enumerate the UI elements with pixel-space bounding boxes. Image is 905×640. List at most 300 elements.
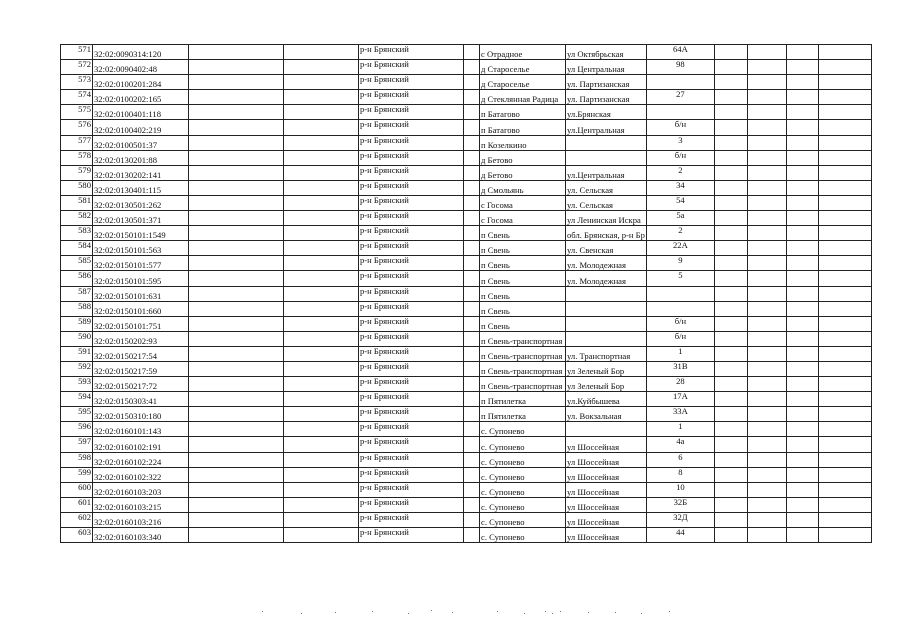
street-cell: ул Ленинская Искра <box>566 211 647 226</box>
district-cell: р-н Брянский <box>359 361 464 376</box>
district-cell: р-н Брянский <box>359 226 464 241</box>
district-cell: р-н Брянский <box>359 211 464 226</box>
empty-cell <box>747 135 786 150</box>
cadastral-number-cell: 32:02:0150217:59 <box>93 361 189 376</box>
empty-cell <box>284 392 359 407</box>
empty-cell <box>747 286 786 301</box>
district-cell: р-н Брянский <box>359 45 464 60</box>
street-cell: ул.Брянская <box>566 105 647 120</box>
row-number-cell: 585 <box>61 256 93 271</box>
empty-cell <box>786 422 818 437</box>
empty-cell <box>284 226 359 241</box>
house-number-cell <box>646 301 714 316</box>
cadastral-number-cell: 32:02:0130401:115 <box>93 180 189 195</box>
row-number-cell: 572 <box>61 60 93 75</box>
empty-cell <box>747 165 786 180</box>
empty-cell <box>786 346 818 361</box>
street-cell: ул.Центральная <box>566 165 647 180</box>
street-cell: ул. Молодежная <box>566 271 647 286</box>
street-cell <box>566 331 647 346</box>
empty-cell <box>189 226 284 241</box>
street-cell: ул. Вокзальная <box>566 407 647 422</box>
empty-cell <box>464 195 480 210</box>
empty-cell <box>189 120 284 135</box>
row-number-cell: 591 <box>61 346 93 361</box>
locality-cell: с. Супонево <box>480 422 566 437</box>
district-cell: р-н Брянский <box>359 165 464 180</box>
table-row <box>61 482 872 497</box>
empty-cell <box>284 120 359 135</box>
empty-cell <box>747 301 786 316</box>
empty-cell <box>714 422 747 437</box>
cadastral-number-cell: 32:02:0130501:262 <box>93 195 189 210</box>
empty-cell <box>189 316 284 331</box>
empty-cell <box>818 241 871 256</box>
empty-cell <box>747 467 786 482</box>
empty-cell <box>818 377 871 392</box>
empty-cell <box>786 286 818 301</box>
row-number-cell: 602 <box>61 512 93 527</box>
empty-cell <box>818 195 871 210</box>
district-cell: р-н Брянский <box>359 467 464 482</box>
row-number-cell: 589 <box>61 316 93 331</box>
empty-cell <box>747 482 786 497</box>
empty-cell <box>714 135 747 150</box>
street-cell: ул Зеленый Бор <box>566 377 647 392</box>
table-row <box>61 135 872 150</box>
cadastral-number-cell: 32:02:0150217:72 <box>93 377 189 392</box>
row-number-cell: 571 <box>61 45 93 60</box>
empty-cell <box>818 528 871 543</box>
empty-cell <box>284 497 359 512</box>
street-cell <box>566 316 647 331</box>
empty-cell <box>284 150 359 165</box>
empty-cell <box>786 165 818 180</box>
empty-cell <box>818 497 871 512</box>
table-row <box>61 211 872 226</box>
empty-cell <box>284 437 359 452</box>
district-cell: р-н Брянский <box>359 120 464 135</box>
table-row <box>61 377 872 392</box>
locality-cell: д Староселье <box>480 60 566 75</box>
empty-cell <box>818 256 871 271</box>
table-row <box>61 256 872 271</box>
empty-cell <box>189 331 284 346</box>
row-number-cell: 600 <box>61 482 93 497</box>
empty-cell <box>747 437 786 452</box>
house-number-cell: 8 <box>646 467 714 482</box>
empty-cell <box>747 195 786 210</box>
district-cell: р-н Брянский <box>359 512 464 527</box>
row-number-cell: 596 <box>61 422 93 437</box>
empty-cell <box>189 45 284 60</box>
district-cell: р-н Брянский <box>359 392 464 407</box>
cadastral-number-cell: 32:02:0160102:224 <box>93 452 189 467</box>
empty-cell <box>464 467 480 482</box>
empty-cell <box>189 271 284 286</box>
locality-cell: д Смольянь <box>480 180 566 195</box>
empty-cell <box>714 286 747 301</box>
cadastral-number-cell: 32:02:0150101:660 <box>93 301 189 316</box>
empty-cell <box>786 407 818 422</box>
empty-cell <box>189 60 284 75</box>
locality-cell: п Свень <box>480 301 566 316</box>
row-number-cell: 592 <box>61 361 93 376</box>
locality-cell: п Свень-транспортная <box>480 331 566 346</box>
empty-cell <box>714 316 747 331</box>
empty-cell <box>284 361 359 376</box>
locality-cell: д Бетово <box>480 165 566 180</box>
house-number-cell: б/н <box>646 331 714 346</box>
empty-cell <box>786 120 818 135</box>
empty-cell <box>786 437 818 452</box>
locality-cell: с. Супонево <box>480 452 566 467</box>
row-number-cell: 583 <box>61 226 93 241</box>
row-number-cell: 593 <box>61 377 93 392</box>
row-number-cell: 599 <box>61 467 93 482</box>
empty-cell <box>189 437 284 452</box>
empty-cell <box>714 90 747 105</box>
empty-cell <box>747 180 786 195</box>
cadastral-number-cell: 32:02:0150217:54 <box>93 346 189 361</box>
district-cell: р-н Брянский <box>359 497 464 512</box>
empty-cell <box>747 346 786 361</box>
district-cell: р-н Брянский <box>359 286 464 301</box>
row-number-cell: 586 <box>61 271 93 286</box>
row-number-cell: 581 <box>61 195 93 210</box>
empty-cell <box>189 256 284 271</box>
locality-cell: п Пятилетка <box>480 392 566 407</box>
empty-cell <box>747 422 786 437</box>
row-number-cell: 577 <box>61 135 93 150</box>
empty-cell <box>747 316 786 331</box>
empty-cell <box>189 422 284 437</box>
locality-cell: с. Супонево <box>480 497 566 512</box>
empty-cell <box>786 301 818 316</box>
district-cell: р-н Брянский <box>359 195 464 210</box>
row-number-cell: 598 <box>61 452 93 467</box>
house-number-cell <box>646 75 714 90</box>
street-cell: ул. Партизанская <box>566 90 647 105</box>
locality-cell: п Пятилетка <box>480 407 566 422</box>
empty-cell <box>464 211 480 226</box>
house-number-cell: 2 <box>646 165 714 180</box>
street-cell <box>566 286 647 301</box>
house-number-cell: 4а <box>646 437 714 452</box>
empty-cell <box>786 135 818 150</box>
empty-cell <box>714 105 747 120</box>
cadastral-number-cell: 32:02:0160103:216 <box>93 512 189 527</box>
empty-cell <box>818 271 871 286</box>
street-cell: ул Шоссейная <box>566 528 647 543</box>
empty-cell <box>464 75 480 90</box>
district-cell: р-н Брянский <box>359 60 464 75</box>
cadastral-number-cell: 32:02:0150303:41 <box>93 392 189 407</box>
empty-cell <box>284 301 359 316</box>
empty-cell <box>714 271 747 286</box>
empty-cell <box>818 437 871 452</box>
cadastral-number-cell: 32:02:0150101:563 <box>93 241 189 256</box>
empty-cell <box>189 150 284 165</box>
street-cell: ул Шоссейная <box>566 497 647 512</box>
house-number-cell: 10 <box>646 482 714 497</box>
street-cell: ул. Свенская <box>566 241 647 256</box>
district-cell: р-н Брянский <box>359 256 464 271</box>
house-number-cell: б/н <box>646 120 714 135</box>
empty-cell <box>464 286 480 301</box>
table-row <box>61 271 872 286</box>
empty-cell <box>818 211 871 226</box>
district-cell: р-н Брянский <box>359 377 464 392</box>
empty-cell <box>284 60 359 75</box>
street-cell: ул. Партизанская <box>566 75 647 90</box>
empty-cell <box>284 45 359 60</box>
locality-cell: с. Супонево <box>480 482 566 497</box>
empty-cell <box>464 346 480 361</box>
locality-cell: с Госома <box>480 211 566 226</box>
empty-cell <box>464 60 480 75</box>
empty-cell <box>464 135 480 150</box>
district-cell: р-н Брянский <box>359 241 464 256</box>
street-cell: ул Шоссейная <box>566 512 647 527</box>
empty-cell <box>284 316 359 331</box>
empty-cell <box>747 45 786 60</box>
district-cell: р-н Брянский <box>359 452 464 467</box>
empty-cell <box>714 528 747 543</box>
locality-cell: с Госома <box>480 195 566 210</box>
empty-cell <box>818 75 871 90</box>
row-number-cell: 582 <box>61 211 93 226</box>
empty-cell <box>818 346 871 361</box>
empty-cell <box>714 346 747 361</box>
empty-cell <box>464 392 480 407</box>
empty-cell <box>464 497 480 512</box>
empty-cell <box>786 75 818 90</box>
empty-cell <box>818 286 871 301</box>
empty-cell <box>189 135 284 150</box>
house-number-cell: 1 <box>646 346 714 361</box>
empty-cell <box>714 241 747 256</box>
empty-cell <box>189 211 284 226</box>
empty-cell <box>818 120 871 135</box>
table-row <box>61 150 872 165</box>
empty-cell <box>747 90 786 105</box>
street-cell: ул Шоссейная <box>566 437 647 452</box>
street-cell <box>566 422 647 437</box>
empty-cell <box>818 301 871 316</box>
row-number-cell: 588 <box>61 301 93 316</box>
empty-cell <box>747 75 786 90</box>
district-cell: р-н Брянский <box>359 346 464 361</box>
empty-cell <box>284 286 359 301</box>
street-cell: ул Шоссейная <box>566 452 647 467</box>
empty-cell <box>284 211 359 226</box>
empty-cell <box>189 377 284 392</box>
empty-cell <box>189 346 284 361</box>
cadastral-number-cell: 32:02:0090314:120 <box>93 45 189 60</box>
street-cell <box>566 301 647 316</box>
district-cell: р-н Брянский <box>359 437 464 452</box>
empty-cell <box>189 90 284 105</box>
street-cell: ул.Центральная <box>566 120 647 135</box>
empty-cell <box>786 377 818 392</box>
cadastral-number-cell: 32:02:0100402:219 <box>93 120 189 135</box>
table-row <box>61 301 872 316</box>
house-number-cell: 31В <box>646 361 714 376</box>
house-number-cell: 64А <box>646 45 714 60</box>
empty-cell <box>464 90 480 105</box>
empty-cell <box>284 528 359 543</box>
empty-cell <box>818 467 871 482</box>
empty-cell <box>714 120 747 135</box>
district-cell: р-н Брянский <box>359 528 464 543</box>
row-number-cell: 603 <box>61 528 93 543</box>
empty-cell <box>786 195 818 210</box>
table-row <box>61 452 872 467</box>
table-row <box>61 60 872 75</box>
cadastral-number-cell: 32:02:0130501:371 <box>93 211 189 226</box>
empty-cell <box>714 150 747 165</box>
locality-cell: п Батагово <box>480 120 566 135</box>
empty-cell <box>747 256 786 271</box>
empty-cell <box>818 105 871 120</box>
street-cell: обл. Брянская, р-н Бр <box>566 226 647 241</box>
empty-cell <box>818 331 871 346</box>
empty-cell <box>284 135 359 150</box>
district-cell: р-н Брянский <box>359 180 464 195</box>
empty-cell <box>714 467 747 482</box>
empty-cell <box>714 60 747 75</box>
cadastral-number-cell: 32:02:0160103:340 <box>93 528 189 543</box>
empty-cell <box>818 226 871 241</box>
empty-cell <box>714 482 747 497</box>
empty-cell <box>747 377 786 392</box>
empty-cell <box>189 392 284 407</box>
empty-cell <box>786 361 818 376</box>
street-cell: ул. Молодежная <box>566 256 647 271</box>
row-number-cell: 595 <box>61 407 93 422</box>
locality-cell: п Свень <box>480 256 566 271</box>
empty-cell <box>786 467 818 482</box>
locality-cell: п Батагово <box>480 105 566 120</box>
house-number-cell: 5а <box>646 211 714 226</box>
cadastral-number-cell: 32:02:0130201:88 <box>93 150 189 165</box>
empty-cell <box>818 512 871 527</box>
empty-cell <box>818 180 871 195</box>
house-number-cell: 33А <box>646 407 714 422</box>
empty-cell <box>284 331 359 346</box>
district-cell: р-н Брянский <box>359 135 464 150</box>
empty-cell <box>284 512 359 527</box>
empty-cell <box>284 467 359 482</box>
empty-cell <box>747 271 786 286</box>
cadastral-number-cell: 32:02:0150202:93 <box>93 331 189 346</box>
empty-cell <box>189 105 284 120</box>
empty-cell <box>189 482 284 497</box>
land-registry-table <box>60 44 872 543</box>
empty-cell <box>786 331 818 346</box>
empty-cell <box>786 180 818 195</box>
empty-cell <box>189 75 284 90</box>
empty-cell <box>747 211 786 226</box>
cadastral-number-cell: 32:02:0160103:203 <box>93 482 189 497</box>
cadastral-number-cell: 32:02:0100201:284 <box>93 75 189 90</box>
empty-cell <box>189 286 284 301</box>
house-number-cell: 2 <box>646 226 714 241</box>
empty-cell <box>747 331 786 346</box>
locality-cell: п Козелкино <box>480 135 566 150</box>
empty-cell <box>284 452 359 467</box>
district-cell: р-н Брянский <box>359 150 464 165</box>
empty-cell <box>714 497 747 512</box>
empty-cell <box>189 301 284 316</box>
table-row <box>61 75 872 90</box>
empty-cell <box>464 407 480 422</box>
empty-cell <box>714 45 747 60</box>
empty-cell <box>818 45 871 60</box>
house-number-cell: 1 <box>646 422 714 437</box>
street-cell <box>566 135 647 150</box>
empty-cell <box>284 407 359 422</box>
empty-cell <box>786 482 818 497</box>
table-row <box>61 241 872 256</box>
empty-cell <box>786 256 818 271</box>
district-cell: р-н Брянский <box>359 407 464 422</box>
table-row <box>61 45 872 60</box>
locality-cell: п Свень-транспортная <box>480 377 566 392</box>
empty-cell <box>464 301 480 316</box>
empty-cell <box>714 226 747 241</box>
table-row <box>61 331 872 346</box>
empty-cell <box>714 301 747 316</box>
cadastral-number-cell: 32:02:0160103:215 <box>93 497 189 512</box>
empty-cell <box>747 452 786 467</box>
street-cell: ул. Транспортная <box>566 346 647 361</box>
empty-cell <box>464 512 480 527</box>
table-row <box>61 105 872 120</box>
table-row <box>61 120 872 135</box>
empty-cell <box>284 422 359 437</box>
empty-cell <box>786 528 818 543</box>
empty-cell <box>786 241 818 256</box>
empty-cell <box>786 271 818 286</box>
row-number-cell: 590 <box>61 331 93 346</box>
empty-cell <box>747 407 786 422</box>
table-row <box>61 437 872 452</box>
table-row <box>61 512 872 527</box>
empty-cell <box>284 377 359 392</box>
empty-cell <box>189 528 284 543</box>
house-number-cell: 32Б <box>646 497 714 512</box>
empty-cell <box>464 482 480 497</box>
empty-cell <box>464 150 480 165</box>
empty-cell <box>786 316 818 331</box>
locality-cell: п Свень <box>480 226 566 241</box>
row-number-cell: 580 <box>61 180 93 195</box>
street-cell: ул. Сельская <box>566 195 647 210</box>
district-cell: р-н Брянский <box>359 482 464 497</box>
table-row <box>61 195 872 210</box>
empty-cell <box>786 90 818 105</box>
empty-cell <box>464 45 480 60</box>
empty-cell <box>189 180 284 195</box>
empty-cell <box>747 361 786 376</box>
district-cell: р-н Брянский <box>359 105 464 120</box>
row-number-cell: 597 <box>61 437 93 452</box>
table-row <box>61 316 872 331</box>
empty-cell <box>714 361 747 376</box>
empty-cell <box>747 512 786 527</box>
